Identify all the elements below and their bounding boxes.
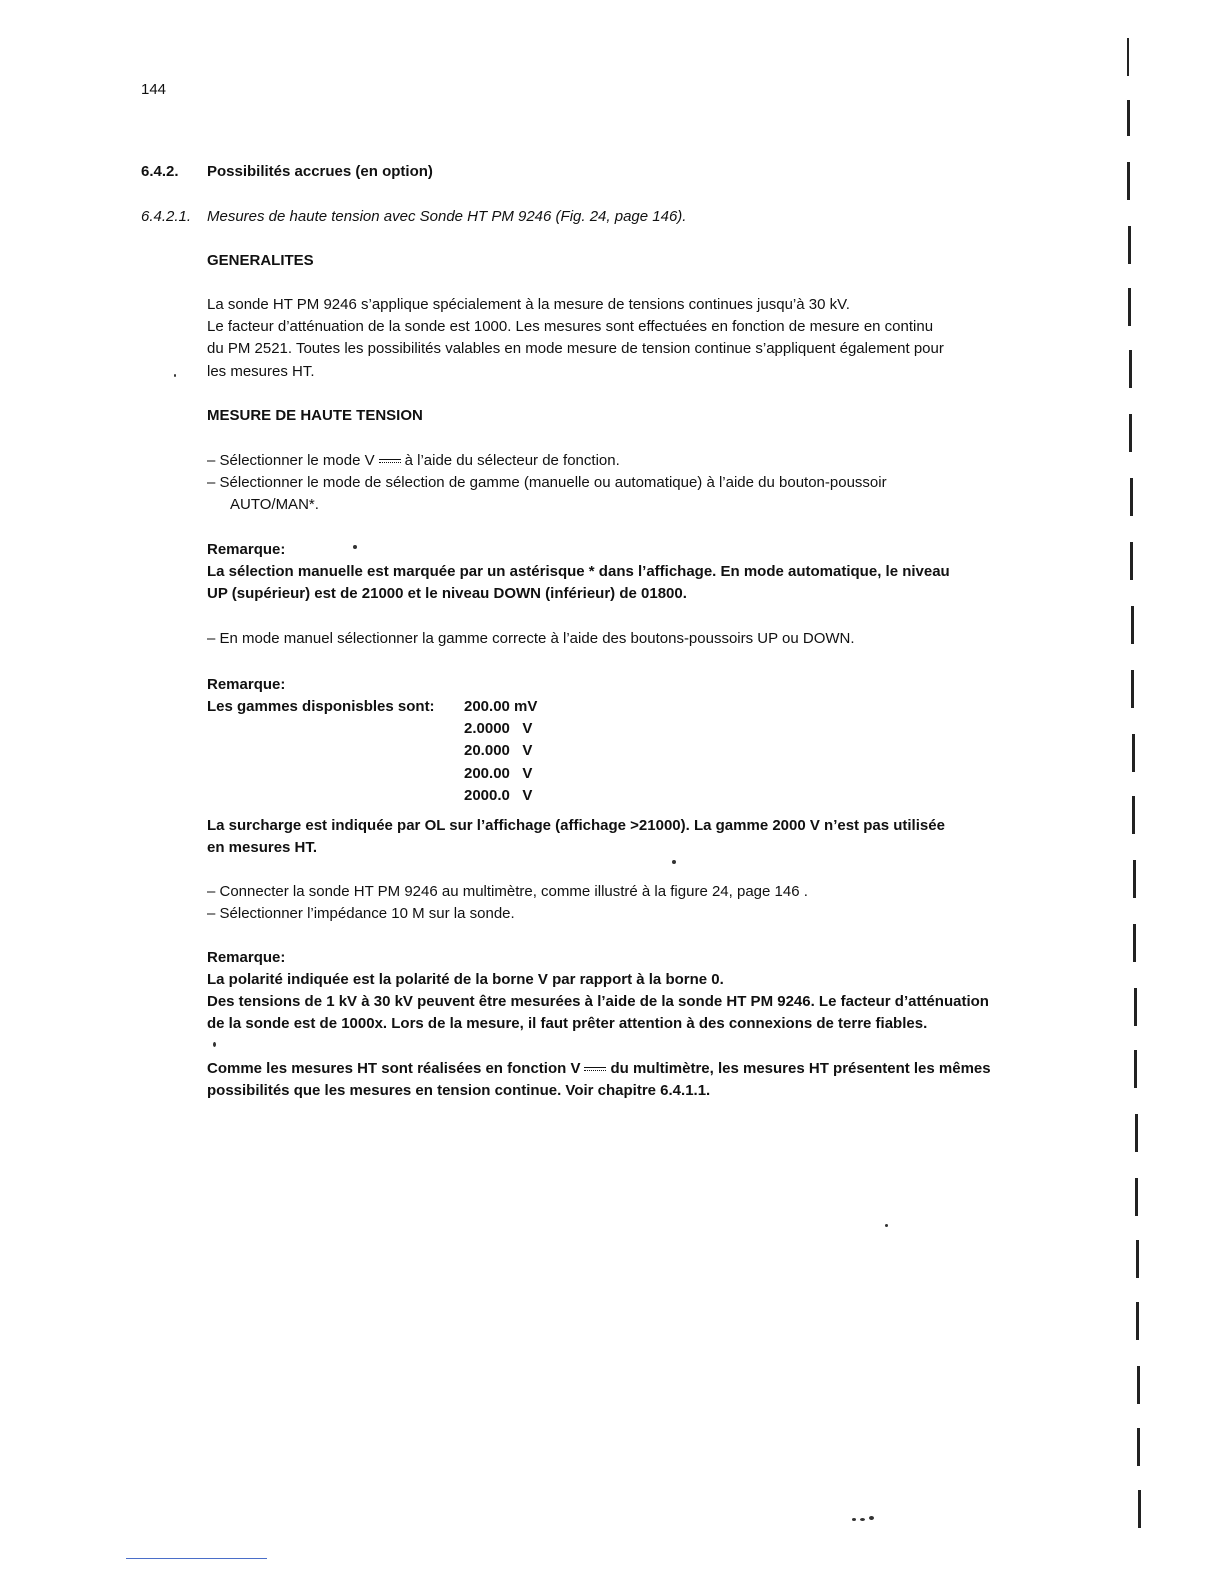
dc-voltage-symbol — [584, 1067, 606, 1071]
scan-margin-mark — [1128, 226, 1131, 264]
scan-margin-mark — [1131, 606, 1134, 644]
scan-margin-mark — [1130, 478, 1133, 516]
connect-line-2: – Sélectionner l’impédance 10 M sur la sonde. — [207, 905, 515, 922]
page-number: 144 — [141, 81, 167, 98]
scan-margin-mark — [1128, 288, 1131, 326]
range-item: 2000.0 V — [464, 787, 533, 804]
mesure-step-1-pre: – Sélectionner le mode V — [207, 452, 375, 469]
remarque-3-line-4 — [207, 1058, 991, 1080]
overload-line-1: La surcharge est indiquée par OL sur l’affichage (affichage >21000). La gamme 2000 V n’est pas utilisée — [207, 817, 945, 834]
generalites-line-1: La sonde HT PM 9246 s’applique spécialement à la mesure de tensions continues jusqu’à 30 kV. — [207, 296, 850, 313]
scan-speck — [353, 545, 357, 549]
mesure-step-1-post: à l’aide du sélecteur de fonction. — [404, 452, 620, 469]
remarque-3-line-4-post: du multimètre, les mesures HT présentent les mêmes — [610, 1060, 991, 1077]
overload-line-2: en mesures HT. — [207, 839, 318, 856]
scan-margin-mark — [1129, 350, 1132, 388]
generalites-line-3: du PM 2521. Toutes les possibilités valables en mode mesure de tension continue s’appliquent également pour — [207, 340, 944, 357]
section-title: Possibilités accrues (en option) — [207, 163, 433, 180]
scan-margin-mark — [1129, 414, 1132, 452]
scan-speck — [860, 1518, 865, 1521]
scan-margin-mark — [1138, 1490, 1141, 1528]
scan-margin-mark — [1127, 162, 1130, 200]
generalites-line-2: Le facteur d’atténuation de la sonde est 1000. Les mesures sont effectuées en fonction de mesure en continu — [207, 318, 934, 335]
scan-margin-mark — [1136, 1240, 1139, 1278]
remarque-1-label: Remarque: — [207, 541, 286, 558]
scan-margin-mark — [1127, 100, 1130, 136]
scan-margin-mark — [1133, 860, 1136, 898]
scan-margin-mark — [1134, 988, 1137, 1026]
mesure-step-1 — [207, 450, 620, 472]
remarque-3-label: Remarque: — [207, 949, 286, 966]
scan-margin-mark — [1134, 1050, 1137, 1088]
scan-margin-mark — [1136, 1302, 1139, 1340]
range-item: 2.0000 V — [464, 720, 533, 737]
range-item: 200.00 mV — [464, 698, 538, 715]
generalites-heading: GENERALITES — [207, 252, 314, 269]
scan-speck — [672, 860, 676, 864]
remarque-1-line-1: La sélection manuelle est marquée par un astérisque * dans l’affichage. En mode automatique, le niveau — [207, 563, 950, 580]
remarque-3-line-3: de la sonde est de 1000x. Lors de la mesure, il faut prêter attention à des connexions de terre fiables. — [207, 1015, 928, 1032]
scan-margin-mark — [1133, 924, 1136, 962]
subsection-number: 6.4.2.1. — [141, 208, 192, 225]
footer-rule — [126, 1558, 267, 1559]
scan-margin-mark — [1135, 1114, 1138, 1152]
scan-margin-mark — [1137, 1366, 1140, 1404]
mesure-heading: MESURE DE HAUTE TENSION — [207, 407, 423, 424]
scan-margin-mark — [1132, 734, 1135, 772]
remarque-1-line-2: UP (supérieur) est de 21000 et le niveau DOWN (inférieur) de 01800. — [207, 585, 687, 602]
section-number: 6.4.2. — [141, 163, 179, 180]
remarque-3-line-5: possibilités que les mesures en tension continue. Voir chapitre 6.4.1.1. — [207, 1082, 711, 1099]
range-item: 200.00 V — [464, 765, 533, 782]
scan-margin-mark — [1130, 542, 1133, 580]
scan-margin-mark — [1131, 670, 1134, 708]
scan-speck — [869, 1516, 874, 1520]
remarque-3-line-1: La polarité indiquée est la polarité de la borne V par rapport à la borne 0. — [207, 971, 724, 988]
scan-speck — [885, 1224, 888, 1227]
range-item: 20.000 V — [464, 742, 533, 759]
scan-speck — [213, 1042, 216, 1047]
scan-speck — [174, 374, 176, 377]
ranges-label: Les gammes disponisbles sont: — [207, 698, 435, 715]
scan-margin-mark — [1135, 1178, 1138, 1216]
scan-margin-mark — [1137, 1428, 1140, 1466]
remarque-2-label: Remarque: — [207, 676, 286, 693]
mesure-step-2-line-2: AUTO/MAN*. — [230, 496, 319, 513]
remarque-3-line-4-pre: Comme les mesures HT sont réalisées en fonction V — [207, 1060, 581, 1077]
remarque-3-line-2: Des tensions de 1 kV à 30 kV peuvent être mesurées à l’aide de la sonde HT PM 9246. Le facteur d’atténuation — [207, 993, 989, 1010]
scan-speck — [852, 1518, 856, 1521]
subsection-title: Mesures de haute tension avec Sonde HT PM 9246 (Fig. 24, page 146). — [207, 208, 687, 225]
step-manual: – En mode manuel sélectionner la gamme correcte à l’aide des boutons-poussoirs UP ou DOWN. — [207, 630, 855, 647]
scan-margin-mark — [1127, 38, 1129, 76]
connect-line-1: – Connecter la sonde HT PM 9246 au multimètre, comme illustré à la figure 24, page 146 . — [207, 883, 808, 900]
dc-voltage-symbol — [379, 459, 401, 463]
scan-margin-mark — [1132, 796, 1135, 834]
generalites-line-4: les mesures HT. — [207, 363, 315, 380]
mesure-step-2-line-1: – Sélectionner le mode de sélection de gamme (manuelle ou automatique) à l’aide du bouton-poussoir — [207, 474, 887, 491]
